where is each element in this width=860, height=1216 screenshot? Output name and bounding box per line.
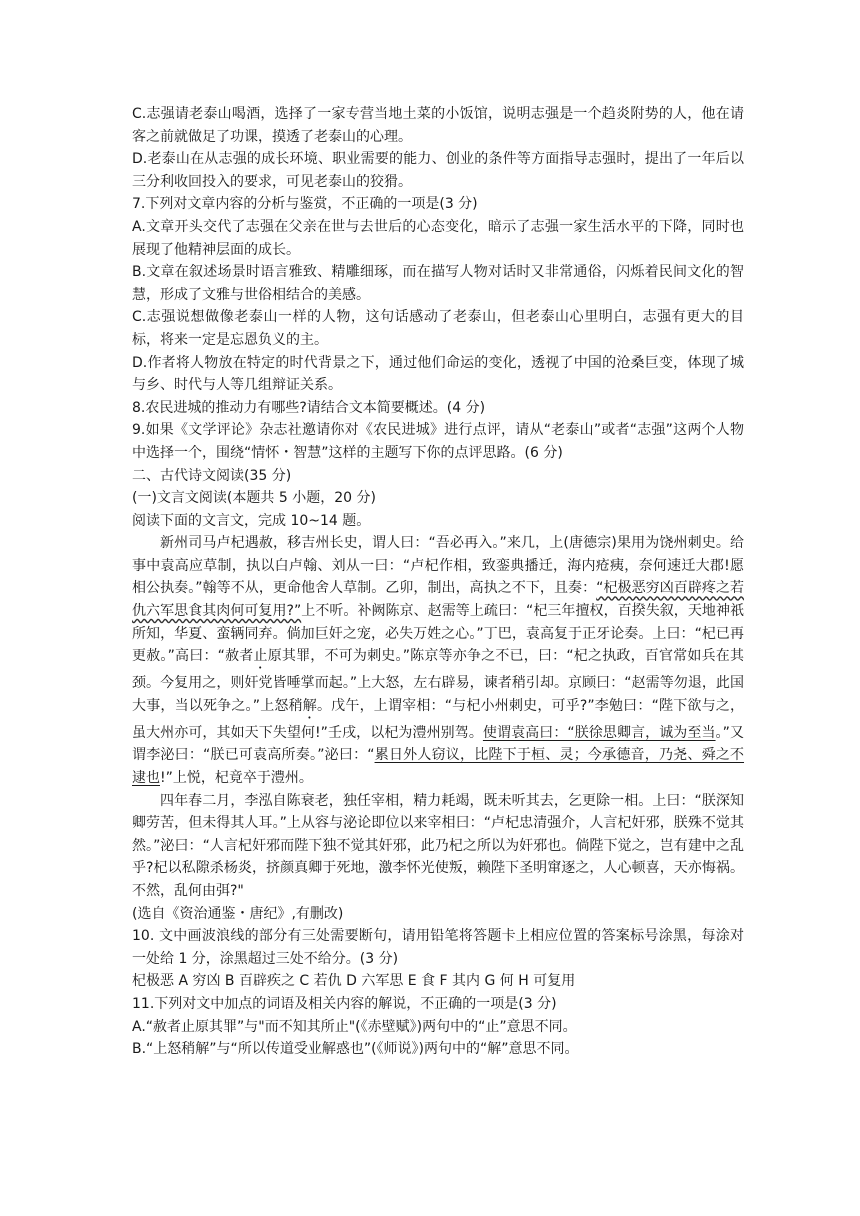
passage-text: 原其罪，不可为刺史。”陈京等亦争之不已，曰：“杞之执政，百官常如兵在其颈。今复用之，则奸党皆唾掌而起。”上大怒，左右辟易，谏者稍引却。京顾曰：“赵需等勿退，此国大事，当以死争之。”上怒稍 bbox=[132, 648, 744, 714]
passage-paragraph-1 bbox=[132, 532, 744, 789]
underlined-sentence-1: 使谓袁高曰：“朕徐思卿言，诚为至当 bbox=[482, 724, 716, 741]
q7-option-b: B.文章在叙述场景时语言雅致、精雕细琢，而在描写人物对话时又非常通俗，闪烁着民间文化的智慧，形成了文雅与世俗相结合的美感。 bbox=[132, 264, 744, 303]
q10-options: 杞极恶 A 穷凶 B 百辟疾之 C 若仇 D 六军思 E 食 F 其内 G 何 H 可复用 bbox=[132, 973, 576, 990]
q11-stem: 11.下列对文中加点的词语及相关内容的解说，不正确的一项是(3 分) bbox=[132, 995, 557, 1012]
q9-stem: 9.如果《文学评论》杂志社邀请你对《农民进城》进行点评，请从“老泰山”或者“志强”这两个人物中选择一个，围绕“情怀・智慧”这样的主题写下你的点评思路。(6 分) bbox=[132, 422, 744, 461]
passage-text: 。戊午，上谓宰相：“与杞小州刺史，可乎?”李勉曰：“陛下欲与之，虽大州亦可，其如天下失望何!”壬戌，以杞为澧州别驾。 bbox=[132, 697, 744, 741]
wavy-underlined-sentence: “杞极恶穷凶百辟疼之若仇六军思食其肉何可复用?” bbox=[132, 580, 744, 620]
section-heading: 二、古代诗文阅读(35 分) bbox=[132, 467, 292, 484]
q11-option-a: A.“赦者止原其罪”与"而不知其所止"(《赤壁赋》)两句中的“止”意思不同。 bbox=[132, 1018, 577, 1035]
q7-option-a: A.文章开头交代了志强在父亲在世与去世后的心态变化，暗示了志强一家生活水平的下降，同时也展现了他精神层面的成长。 bbox=[132, 218, 744, 258]
q8-stem: 8.农民进城的推动力有哪些?请结合文本简要概述。(4 分) bbox=[132, 399, 486, 416]
passage-text: 上不听。补阙陈京、赵需等上疏曰：“杞三年擅权，百揆失叙，天地神祇所知，华夏、蛮辆同弃。倘加巨奸之宠，必失万姓之心。”丁巴，袁高复于正牙论奏。上曰：“杞已再更赦。”高曰：“赦者 bbox=[132, 603, 744, 665]
passage-text: !”上悦，杞竟卒于澧州。 bbox=[160, 770, 313, 787]
q10-stem: 10. 文中画波浪线的部分有三处需要断句，请用铅笔将答题卡上相应位置的答案标号涂黑，每涂对一处给 1 分，涂黑超过三处不给分。(3 分) bbox=[132, 928, 744, 967]
part-heading: (一)文言文阅读(本题共 5 小题，20 分) bbox=[132, 490, 376, 507]
passage-text: 新州司马卢杞遇赦，移吉州长史，谓人曰：“吾必再入。”来几，上(唐德宗)果用为饶州刺史。给事中袁高应草制，执以白卢翰、刘从一曰：“卢杞作相，致銮典播迁，海内疮痍，奈何速迁大郡!愿相公执奏。”翰等不从，更命他舍人草制。乙卯，制出，高执之不下，且奏： bbox=[132, 535, 744, 597]
dotted-word-jie: 解 bbox=[302, 697, 317, 714]
passage-paragraph-2: 四年春二月，李泓自陈衰老，独任宰相，精力耗竭，既未听其去，乞更除一相。上曰：“朕深知卿劳苦，但未得其人耳。”上从容与泌论即位以来宰相曰：“卢杞忠清强介，人言杞奸邪，朕殊不觉其然。”泌曰：“人言杞奸邪而陛下独不觉其奸邪，此乃杞之所以为奸邪也。倘陛下觉之，岂有建中之乱乎?杞以私隙杀杨炎，挤颜真卿于死地，激李怀光使叛，赖陛下圣明窜逐之，人心顿喜，天亦悔祸。不然，乱何由弭?" bbox=[132, 792, 744, 899]
underlined-sentence-2: 累日外人窃议，比陛下于桓、灵；今承德音，乃尧、舜之不逮也 bbox=[132, 747, 745, 787]
q7-option-d: D.作者将人物放在特定的时代背景之下，通过他们命运的变化，透视了中国的沧桑巨变，体现了城与乡、时代与人等几组辩证关系。 bbox=[132, 354, 744, 394]
reading-instruction: 阅读下面的文言文，完成 10~14 题。 bbox=[132, 512, 371, 529]
passage-text: 。”又谓李泌曰：“朕已可袁高所奏。”泌曰：“ bbox=[132, 724, 744, 764]
q6-option-c: C.志强请老泰山喝酒，选择了一家专营当地土菜的小饭馆，说明志强是一个趋炎附势的人，他在请客之前就做足了功课，摸透了老泰山的心理。 bbox=[132, 106, 744, 145]
passage-source: (选自《资治通鉴・唐纪》,有删改) bbox=[132, 905, 344, 922]
dotted-word-zhi: 止 bbox=[253, 648, 268, 665]
q7-stem: 7.下列对文章内容的分析与鉴赏，不正确的一项是(3 分) bbox=[132, 196, 478, 213]
q7-option-c: C.志强说想做像老泰山一样的人物，这句话感动了老泰山，但老泰山心里明白，志强有更大的目标，将来一定是忘恩负义的主。 bbox=[132, 309, 744, 348]
q6-option-d: D.老泰山在从志强的成长环境、职业需要的能力、创业的条件等方面指导志强时，提出了一年后以三分利收回投入的要求，可见老泰山的狡猾。 bbox=[132, 151, 744, 190]
q11-option-b: B.“上怒稍解”与“所以传道受业解惑也”(《师说》)两句中的“解”意思不同。 bbox=[132, 1041, 579, 1058]
